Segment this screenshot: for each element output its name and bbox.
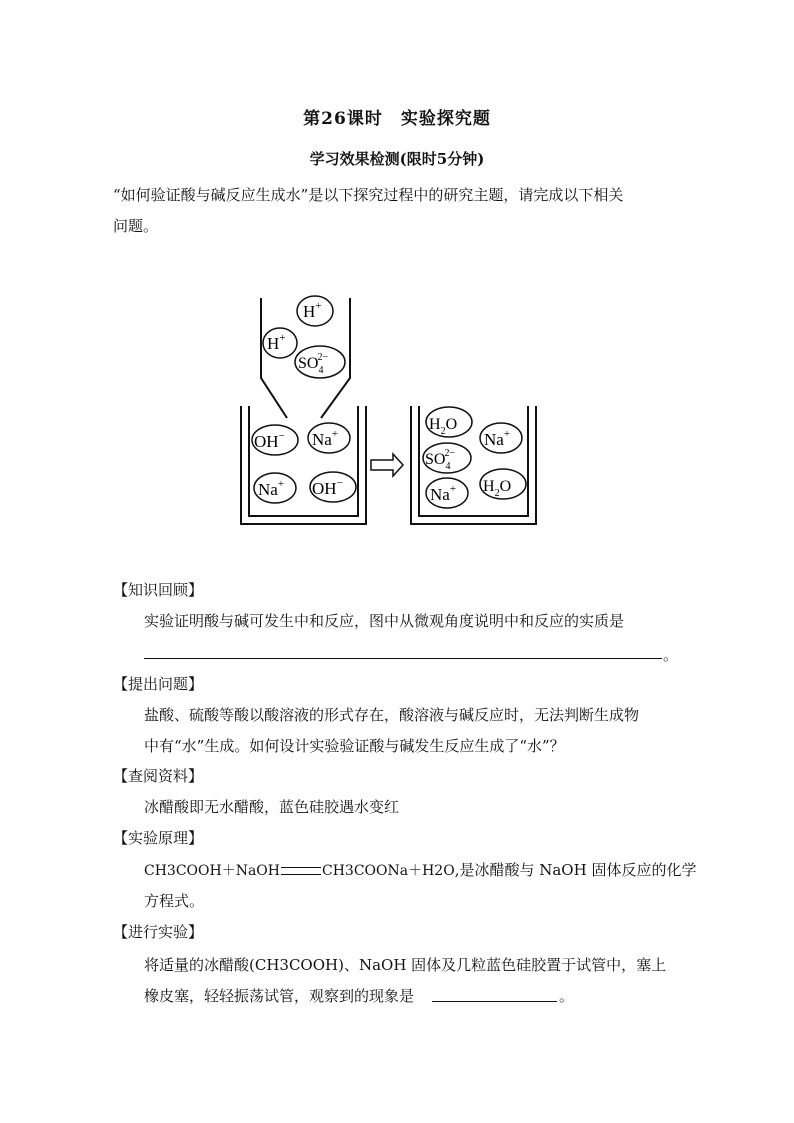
section-experiment-end: 。 — [559, 987, 575, 1005]
dropper-ion-2: H+ — [267, 332, 286, 353]
section-reference-text: 冰醋酸即无水醋酸，蓝色硅胶遇水变红 — [144, 798, 400, 816]
dropper-ion-1: H+ — [303, 300, 322, 321]
section-experiment-line-2: 橡皮塞，轻轻振荡试管，观察到的现象是 — [144, 987, 415, 1005]
section-experiment-line-1: 将适量的冰醋酸(CH3COOH)、NaOH 固体及几粒蓝色硅胶置于试管中，塞上 — [144, 956, 667, 974]
section-review-heading: 【知识回顾】 — [113, 581, 204, 599]
arrow-icon — [371, 454, 403, 476]
section-principle-heading: 【实验原理】 — [113, 829, 204, 847]
section-question-heading: 【提出问题】 — [113, 675, 204, 693]
section-principle-line-2: 方程式。 — [144, 892, 205, 910]
dropper-ion-3: $SO_42-$ — [298, 352, 329, 376]
beaker-right-ion-5: $H_2O$ — [483, 478, 512, 499]
section-experiment-heading: 【进行实验】 — [113, 923, 204, 941]
section-question-line-2: 中有“水”生成。如何设计实验验证酸与碱发生反应生成了“水”？ — [144, 737, 565, 755]
section-principle-line-1-tail: ,是冰醋酸与 NaOH 固体反应的化学 — [454, 861, 697, 879]
intro-line-1: “如何验证酸与碱反应生成水”是以下探究过程中的研究主题，请完成以下相关 — [113, 186, 624, 204]
section-reference-heading: 【查阅资料】 — [113, 767, 204, 785]
page-subtitle: 学习效果检测(限时5分钟) — [309, 150, 485, 168]
neutralization-diagram — [225, 290, 565, 535]
section-question-line-1: 盐酸、硫酸等酸以酸溶液的形式存在，酸溶液与碱反应时，无法判断生成物 — [144, 706, 640, 724]
section-review-text: 实验证明酸与碱可发生中和反应，图中从微观角度说明中和反应的实质是 — [144, 612, 625, 630]
equation-left: CH3COOH＋NaOH — [144, 863, 280, 879]
answer-blank-1[interactable] — [144, 658, 662, 659]
beaker-right-ion-1: $H_2O$ — [429, 416, 458, 437]
equation-equals-sign — [281, 867, 321, 875]
beaker-left-ion-2: Na+ — [312, 428, 339, 449]
intro-line-2: 问题。 — [113, 217, 159, 235]
equation-right: CH3COONa＋H2O — [322, 863, 455, 879]
section-review-end: 。 — [663, 646, 679, 664]
beaker-right-ion-2: Na+ — [484, 428, 511, 449]
beaker-left-ion-1: OH− — [254, 430, 285, 451]
beaker-left — [241, 406, 366, 524]
page-title: 第26课时 实验探究题 — [303, 109, 491, 129]
beaker-right-ion-4: Na+ — [430, 483, 457, 504]
chemical-equation — [144, 855, 696, 887]
answer-blank-2[interactable] — [432, 1001, 557, 1002]
beaker-left-ion-3: Na+ — [258, 478, 285, 499]
beaker-left-ion-4: OH− — [312, 477, 343, 498]
beaker-right-ion-3: $SO_42-$ — [425, 448, 456, 472]
